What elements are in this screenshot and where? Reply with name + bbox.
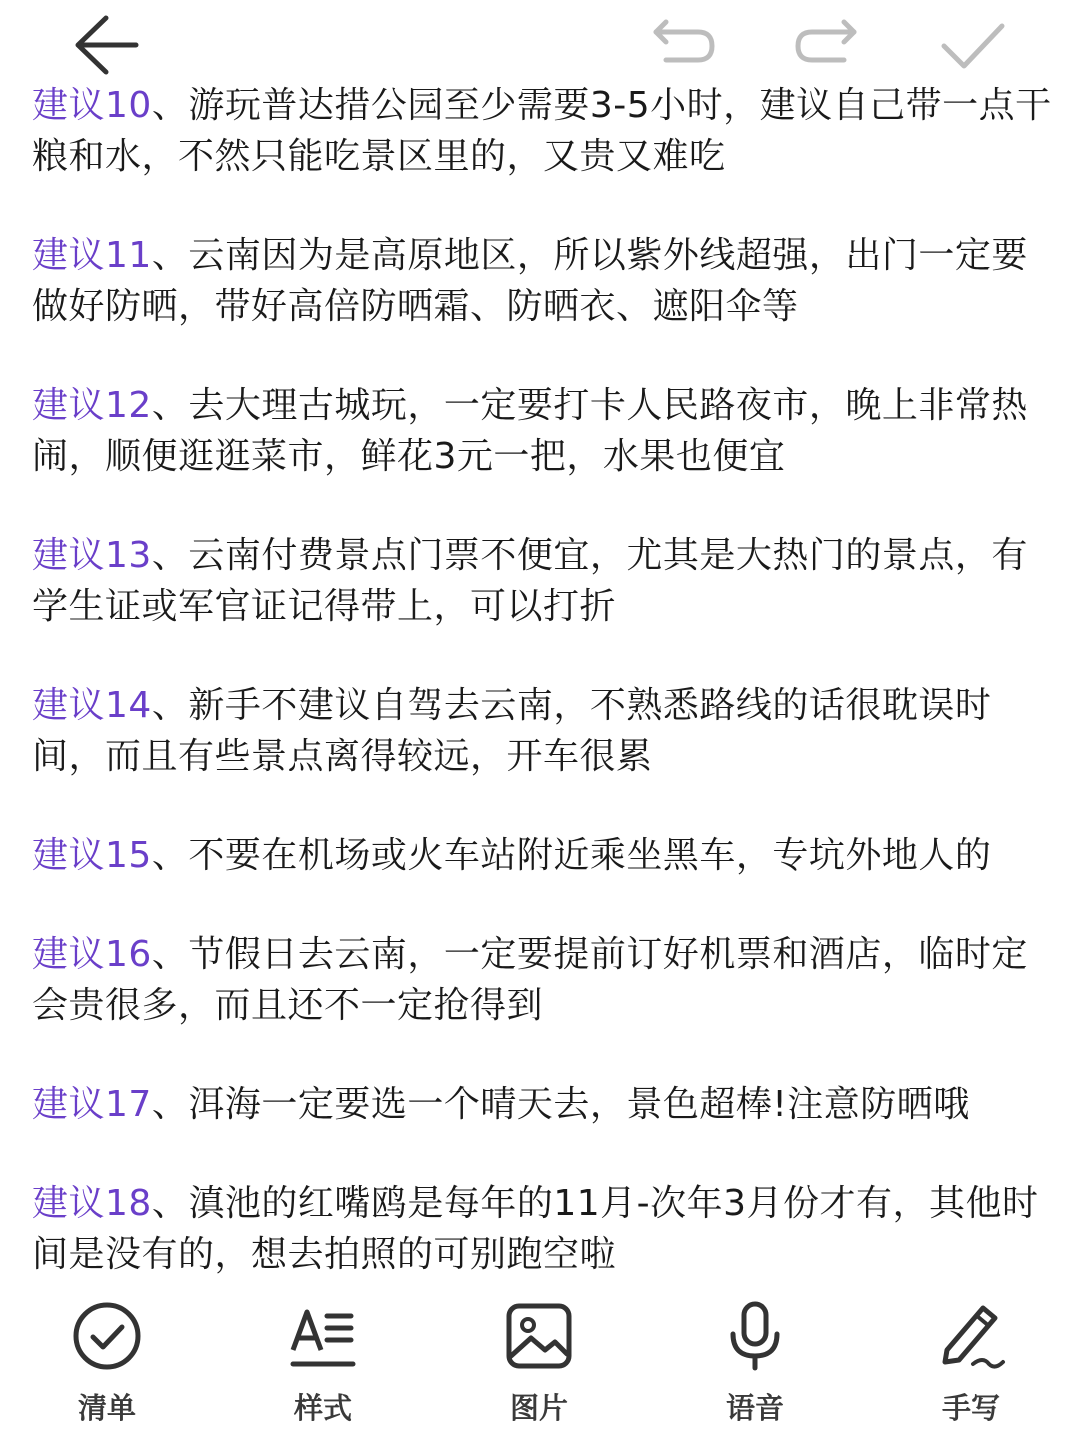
handwriting-label: 手写 (941, 1391, 1000, 1425)
tip-text: 、去大理古城玩，一定要打卡人民路夜市，晚上非常热闹，顺便逛逛菜市，鲜花3元一把，水果也便宜 (32, 385, 1028, 477)
tip-label: 建议13 (32, 535, 152, 576)
voice-label: 语音 (725, 1391, 784, 1425)
checklist-button[interactable] (32, 1298, 182, 1428)
undo-button[interactable] (648, 18, 720, 72)
tip-paragraph (32, 80, 1052, 182)
done-button[interactable] (936, 16, 1008, 76)
text-style-button[interactable] (248, 1298, 398, 1428)
tip-paragraph (32, 830, 1052, 881)
tip-paragraph (32, 1079, 1052, 1130)
text-style-label: 样式 (293, 1391, 352, 1425)
tip-text: 、滇池的红嘴鸥是每年的11月-次年3月份才有，其他时间是没有的，想去拍照的可别跑空啦 (32, 1183, 1039, 1275)
tip-label: 建议12 (32, 385, 152, 426)
voice-button[interactable] (680, 1298, 830, 1428)
tip-text: 、云南付费景点门票不便宜，尤其是大热门的景点，有学生证或军官证记得带上，可以打折 (32, 535, 1028, 627)
tip-text: 、节假日去云南，一定要提前订好机票和酒店，临时定会贵很多，而且还不一定抢得到 (32, 934, 1028, 1026)
tip-label: 建议18 (32, 1183, 152, 1224)
bottom-toolbar (0, 1290, 1080, 1440)
tip-text: 、云南因为是高原地区，所以紫外线超强，出门一定要做好防晒，带好高倍防晒霜、防晒衣、遮阳伞等 (32, 235, 1028, 327)
image-label: 图片 (509, 1391, 568, 1425)
image-button[interactable] (464, 1298, 614, 1428)
arrow-left-icon (70, 12, 142, 78)
image-icon (501, 1298, 577, 1374)
top-toolbar (0, 0, 1080, 90)
checklist-label: 清单 (77, 1391, 136, 1425)
note-content[interactable] (32, 80, 1052, 1328)
redo-button[interactable] (790, 18, 862, 72)
tip-paragraph (32, 530, 1052, 632)
tip-label: 建议15 (32, 835, 152, 876)
tip-label: 建议11 (32, 235, 152, 276)
tip-text: 、游玩普达措公园至少需要3-5小时，建议自己带一点干粮和水，不然只能吃景区里的，又贵又难吃 (32, 85, 1052, 177)
checklist-circle-icon (69, 1298, 145, 1374)
tip-paragraph (32, 380, 1052, 482)
tip-label: 建议14 (32, 685, 152, 726)
checkmark-icon (936, 16, 1008, 76)
redo-icon (790, 18, 862, 72)
tip-paragraph (32, 1178, 1052, 1280)
tip-label: 建议17 (32, 1084, 152, 1125)
handwriting-button[interactable] (896, 1298, 1046, 1428)
tip-label: 建议16 (32, 934, 152, 975)
tip-text: 、不要在机场或火车站附近乘坐黑车，专坑外地人的 (151, 835, 992, 876)
microphone-icon (717, 1298, 793, 1374)
back-button[interactable] (70, 12, 142, 78)
text-style-icon (285, 1298, 361, 1374)
tip-text: 、新手不建议自驾去云南，不熟悉路线的话很耽误时间，而且有些景点离得较远，开车很累 (32, 685, 992, 777)
tip-paragraph (32, 680, 1052, 782)
tip-paragraph (32, 230, 1052, 332)
pen-icon (933, 1298, 1009, 1374)
tip-label: 建议10 (32, 85, 152, 126)
undo-icon (648, 18, 720, 72)
tip-paragraph (32, 929, 1052, 1031)
tip-text: 、洱海一定要选一个晴天去，景色超棒!注意防晒哦 (151, 1084, 970, 1125)
